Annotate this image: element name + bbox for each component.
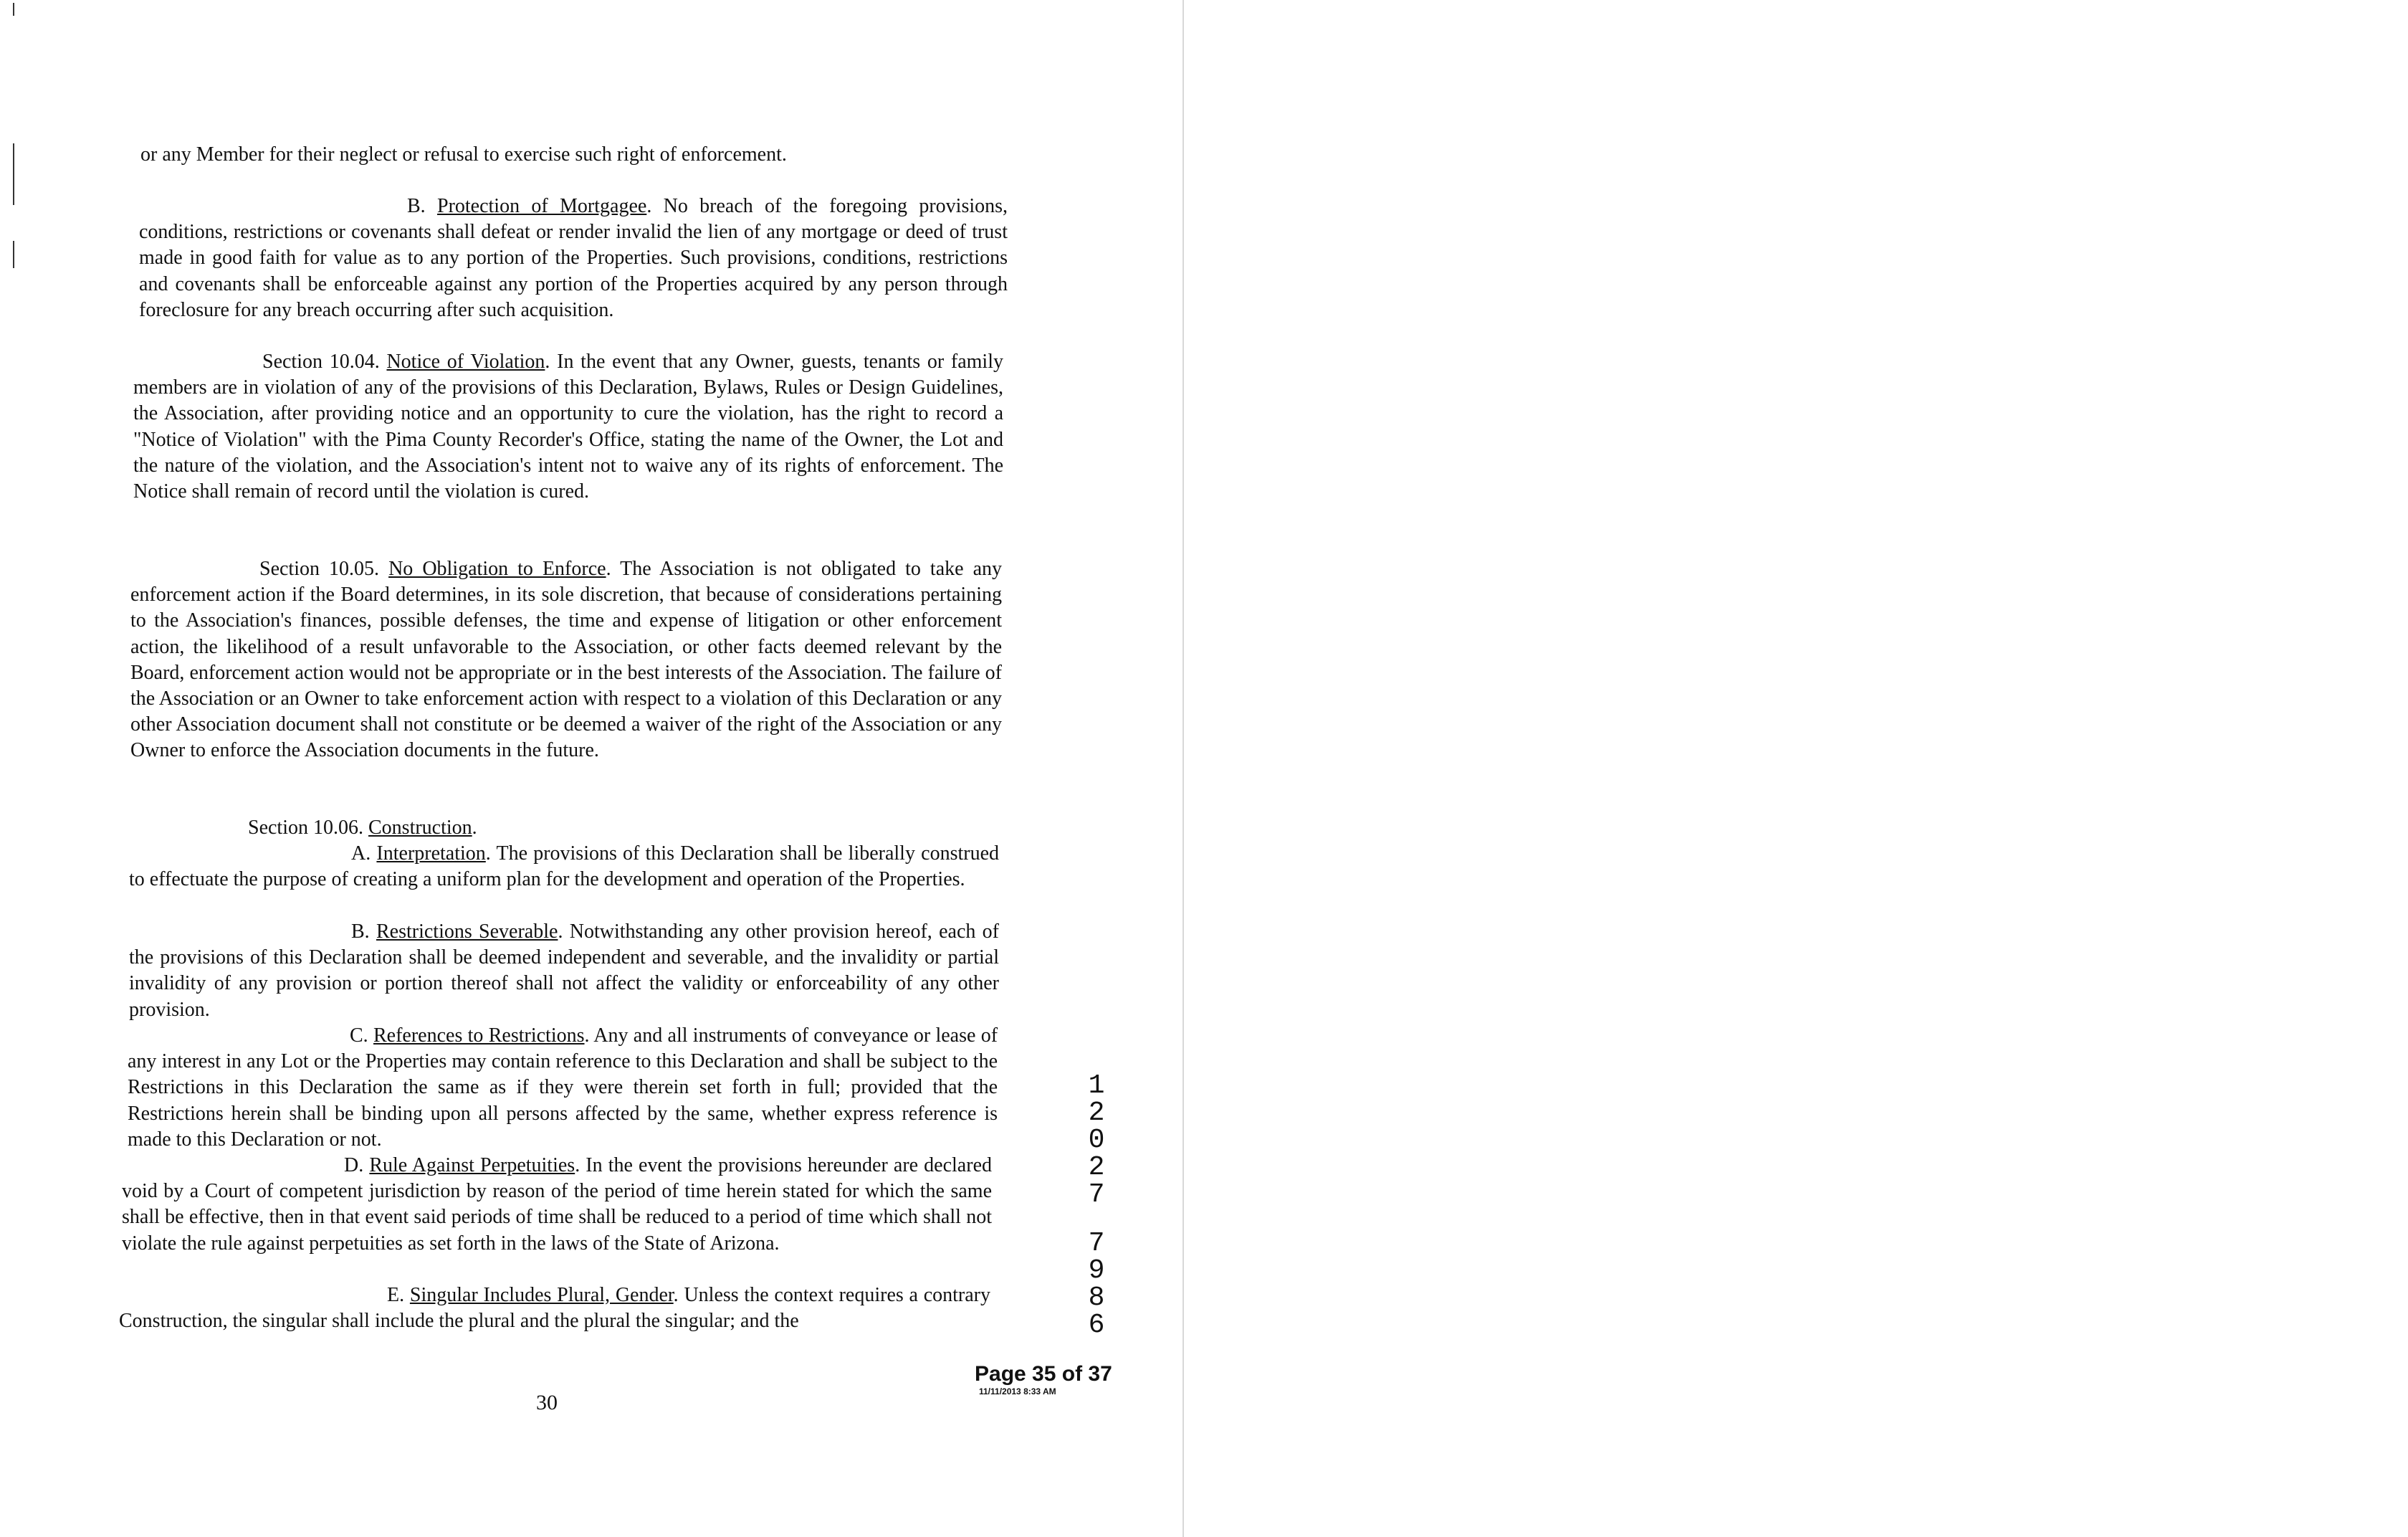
- protection-heading: Protection of Mortgagee: [437, 195, 647, 217]
- section-10-05-label: Section 10.05.: [259, 558, 380, 580]
- scan-artifact-mark: [13, 143, 14, 205]
- sequence-digit: 6: [1088, 1310, 1105, 1341]
- rule-against-perpetuities-paragraph: [122, 1153, 992, 1257]
- recorder-timestamp: 11/11/2013 8:33 AM: [979, 1386, 1056, 1396]
- restrictions-severable-paragraph: [129, 919, 999, 1023]
- references-label: C.: [350, 1024, 368, 1047]
- right-blank-page: [1184, 0, 2408, 1537]
- restrictions-severable-label: B.: [351, 920, 370, 943]
- section-10-05-heading: No Obligation to Enforce: [388, 558, 606, 580]
- recorder-page-stamp: [975, 1362, 1112, 1396]
- section-10-05-text: . The Association is not obligated to take any enforcement action if the Board determines, in its sole discretion, that because of considerations pertaining to the Association's finances, possible defenses, the time and expense of litigation or other enforcement action, the likelihood of a result unfavorable to the Association, or other facts deemed relevant by the Board, enforcement action would not be appropriate or in the best interests of the Association. The failure of the Association or an Owner to take enforcement action with respect to a violation of this Declaration or any other Association document shall not constitute or be deemed a waiver of the right of the Association or any Owner to enforce the Association documents in the future.: [130, 558, 1003, 762]
- sequence-digit: 2: [1088, 1152, 1105, 1183]
- scan-artifact-mark: [13, 3, 14, 16]
- section-10-06-heading: Construction: [368, 817, 472, 839]
- sequence-digit: 2: [1088, 1098, 1105, 1128]
- protection-of-mortgagee-paragraph: [139, 194, 1008, 323]
- section-10-05-paragraph: [130, 556, 1002, 764]
- perpetuities-heading: Rule Against Perpetuities: [369, 1154, 575, 1176]
- singular-label: E.: [387, 1284, 405, 1306]
- interpretation-paragraph: [129, 841, 999, 893]
- section-10-04-paragraph: [133, 349, 1003, 505]
- sequence-digit: 0: [1088, 1125, 1105, 1156]
- section-10-04-text: . In the event that any Owner, guests, tenants or family members are in violation of any of the provisions of this Declaration, Bylaws, Rules or Design Guidelines, the Association, after providing notice and an opportunity to cure the violation, has the right to record a "Notice of Violation" with the Pima County Recorder's Office, stating the name of the Owner, the Lot and the nature of the violation, and the Association's intent not to waive any of its rights of enforcement. The Notice shall remain of record until the violation is cured.: [133, 351, 1003, 503]
- perpetuities-label: D.: [344, 1154, 364, 1176]
- singular-text: . Unless the context requires a contrary Construction, the singular shall include the plural and the plural the singular; and the: [119, 1284, 991, 1333]
- opening-line: or any Member for their neglect or refusal to exercise such right of enforcement.: [140, 143, 787, 166]
- protection-text: . No breach of the foregoing provisions, conditions, restrictions or covenants shall defeat or render invalid the lien of any mortgage or deed of trust made in good faith for value as to any portion of the Properties. Such provisions, conditions, restrictions and covenants shall be enforceable against any portion of the Properties acquired by any person through foreclosure for any breach occurring after such acquisition.: [139, 195, 1008, 321]
- section-10-06-label: Section 10.06.: [248, 817, 363, 839]
- restrictions-severable-text: . Notwithstanding any other provision hereof, each of the provisions of this Declaration shall be deemed independent and severable, and the invalidity or partial invalidity of any provision or portion thereof shall not affect the validity or enforceability of any other provision.: [129, 920, 1000, 1021]
- perpetuities-text: . In the event the provisions hereunder are declared void by a Court of competent jurisdiction by reason of the period of time herein stated for which the same shall be effective, then in that event said periods of time shall be reduced to a period of time which shall not violate the rule against perpetuities as set forth in the laws of the State of Arizona.: [122, 1154, 992, 1255]
- sequence-digit: 9: [1088, 1255, 1105, 1286]
- section-10-06-heading-line: [248, 815, 1124, 841]
- interpretation-heading: Interpretation: [376, 842, 486, 865]
- references-text: . Any and all instruments of conveyance or lease of any interest in any Lot or the Properties may contain reference to this Declaration and shall be subject to the Restrictions in this Declaration the same as if they were therein set forth in full; provided that the Restrictions herein shall be binding upon all persons affected by the same, whether express reference is made to this Declaration or not.: [128, 1024, 998, 1151]
- scan-artifact-mark: [13, 241, 14, 268]
- interpretation-text: . The provisions of this Declaration shall be liberally construed to effectuate the purpose of creating a uniform plan for the development and operation of the Properties.: [129, 842, 999, 891]
- references-to-restrictions-paragraph: [128, 1023, 998, 1153]
- singular-includes-plural-paragraph: [119, 1283, 990, 1334]
- references-heading: References to Restrictions: [373, 1024, 585, 1047]
- sequence-digit: 1: [1088, 1070, 1105, 1101]
- restrictions-severable-heading: Restrictions Severable: [376, 920, 558, 943]
- section-10-04-label: Section 10.04.: [262, 351, 380, 373]
- section-10-04-heading: Notice of Violation: [386, 351, 545, 373]
- left-document-page: [0, 0, 1182, 1537]
- recording-sequence-number: [1082, 1072, 1111, 1339]
- recorder-page-label: Page 35 of 37: [975, 1362, 1112, 1386]
- sequence-digit: 7: [1088, 1228, 1105, 1259]
- page-number: 30: [536, 1391, 558, 1414]
- section-10-06-heading-suffix: .: [472, 817, 477, 839]
- sequence-digit: 7: [1088, 1179, 1105, 1210]
- sequence-digit: 8: [1088, 1283, 1105, 1313]
- singular-heading: Singular Includes Plural, Gender: [409, 1284, 674, 1306]
- interpretation-label: A.: [351, 842, 371, 865]
- protection-label: B.: [407, 195, 426, 217]
